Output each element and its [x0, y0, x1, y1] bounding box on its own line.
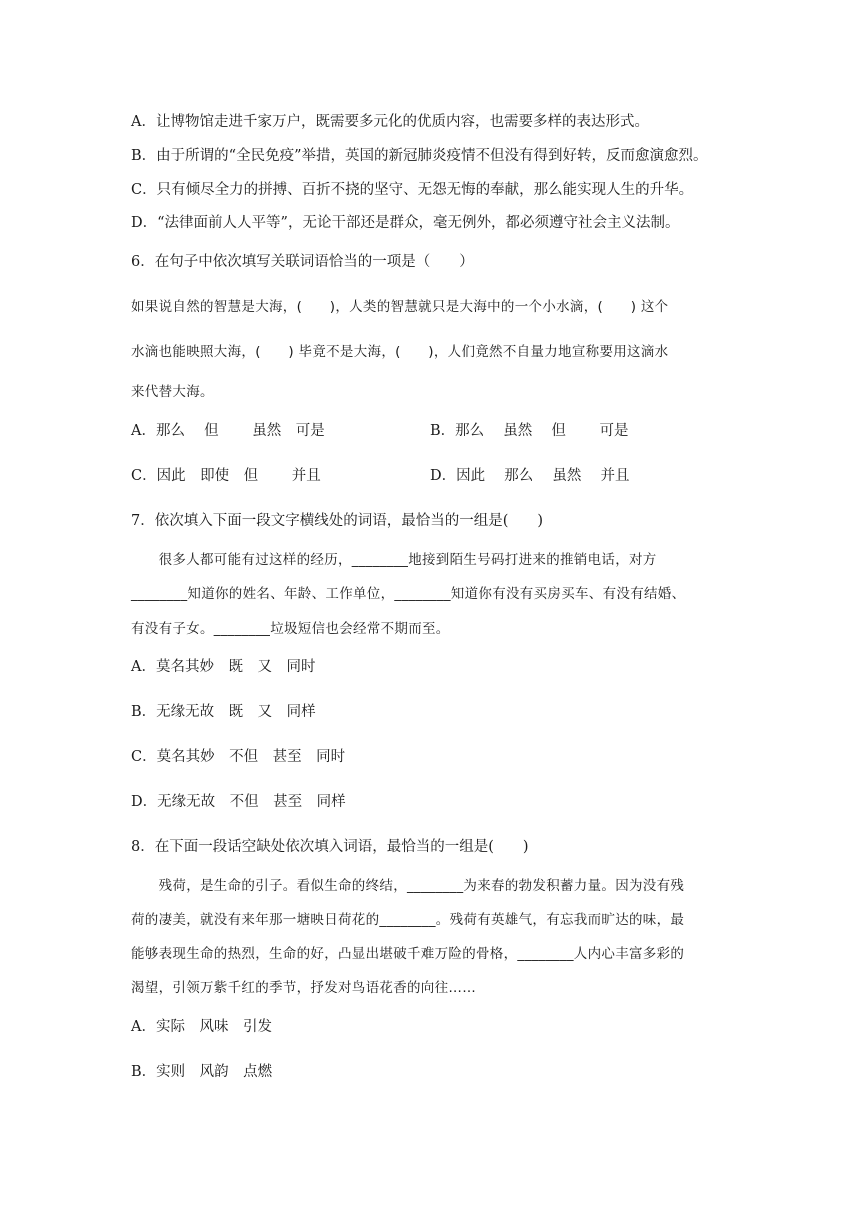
q5-option-c: C．只有倾尽全力的拼搏、百折不挠的坚守、无怨无悔的奉献，那么能实现人生的升华。: [131, 182, 694, 198]
q6-option-c: C．因此 即使 但 并且: [131, 468, 321, 484]
q5-option-b: B．由于所谓的“全民免疫”举措，英国的新冠肺炎疫情不但没有得到好转，反而愈演愈烈。: [131, 148, 708, 164]
q6-passage-line: 来代替大海。: [131, 384, 214, 400]
q7-option-d: D．无缘无故 不但 甚至 同样: [131, 794, 346, 810]
q8-passage-line: 渴望，引领万紫千红的季节，抒发对鸟语花香的向往……: [131, 980, 476, 996]
q7-passage-line: ________知道你的姓名、年龄、工作单位，________知道你有没有买房买车、有没有结婚、: [131, 586, 686, 602]
q6-stem: 6．在句子中依次填写关联词语恰当的一项是（ ）: [131, 254, 474, 270]
q8-option-a: A．实际 风味 引发: [131, 1019, 272, 1035]
q8-passage-line: 能够表现生命的热烈，生命的好，凸显出堪破千难万险的骨格，________人内心丰富多彩的: [131, 946, 685, 962]
q6-option-b: B．那么 虽然 但 可是: [430, 423, 629, 439]
q5-option-d: D．“法律面前人人平等”，无论干部还是群众，毫无例外，都必须遵守社会主义法制。: [131, 215, 680, 231]
q7-option-a: A．莫名其妙 既 又 同时: [131, 659, 316, 675]
q6-passage-line: 如果说自然的智慧是大海，( )，人类的智慧就只是大海中的一个小水滴，( ) 这个: [131, 299, 669, 315]
q7-stem: 7．依次填入下面一段文字横线处的词语，最恰当的一组是( ): [131, 513, 544, 529]
q5-option-a: A．让博物馆走进千家万户，既需要多元化的优质内容，也需要多样的表达形式。: [131, 114, 649, 130]
q7-option-b: B．无缘无故 既 又 同样: [131, 704, 316, 720]
q7-passage-line: 有没有子女。________垃圾短信也会经常不期而至。: [131, 621, 450, 637]
q8-option-b: B．实则 风韵 点燃: [131, 1064, 273, 1080]
q7-option-c: C．莫名其妙 不但 甚至 同时: [131, 749, 346, 765]
q6-passage-line: 水滴也能映照大海，( ) 毕竟不是大海，( )，人们竟然不自量力地宣称要用这滴水: [131, 344, 669, 360]
q7-passage-line: 很多人都可能有过这样的经历，________地接到陌生号码打进来的推销电话，对方: [131, 552, 657, 568]
q8-stem: 8．在下面一段话空缺处依次填入词语，最恰当的一组是( ): [131, 839, 529, 855]
q6-option-a: A．那么 但 虽然 可是: [131, 423, 325, 439]
q8-passage-line: 荷的凄美，就没有来年那一塘映日荷花的________。残荷有英雄气，有忘我而旷达的味，最: [131, 912, 685, 928]
q8-passage-line: 残荷，是生命的引子。看似生命的终结，________为来春的勃发积蓄力量。因为没有残: [131, 878, 685, 894]
q6-option-d: D．因此 那么 虽然 并且: [430, 468, 630, 484]
